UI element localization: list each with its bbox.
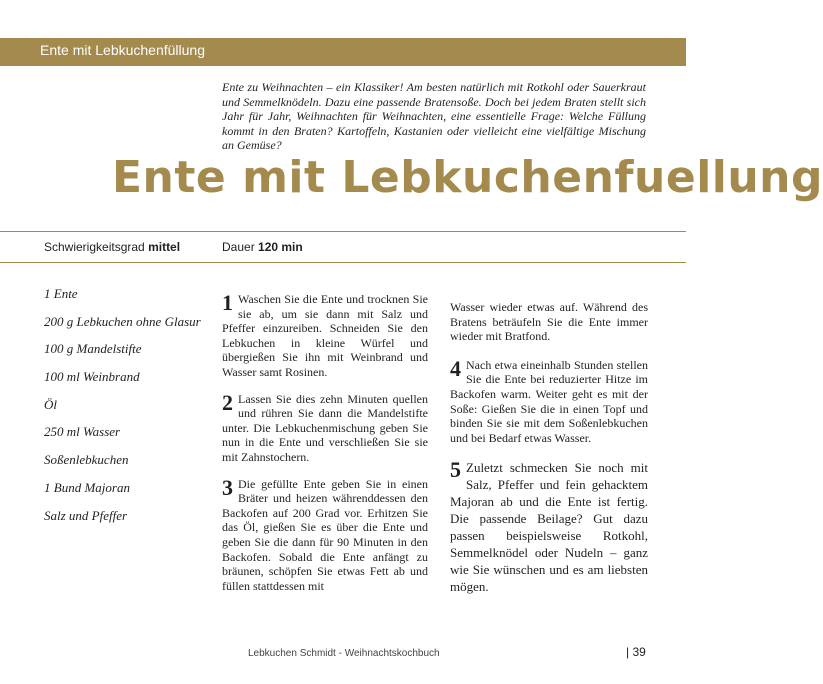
ingredient-list bbox=[44, 284, 201, 533]
header-bar bbox=[0, 38, 686, 66]
step-1 bbox=[222, 292, 428, 380]
step-text: Die gefüllte Ente geben Sie in einen Bräter und heizen währenddessen den Backofen auf 200 Grad vor. Erhitzen Sie das Öl, gießen Sie es über die Ente und geben Sie die dann für 90 Minuten in den Backofen. Sobald die Ente anfängt zu bräunen, schöpfen Sie etwas Fett ab und füllen stattdessen mit bbox=[222, 476, 428, 593]
step-text: Zuletzt schmecken Sie noch mit Salz, Pfeffer und fein gehacktem Majoran ab und die Ente ist fertig. Die passende Beilage? Gut dazu passen beispielsweise Rotkohl, Semmelknödel oder Nudeln – ganz wie Sie wünschen und es am liebsten mögen. bbox=[450, 460, 648, 595]
ingredient-item: 100 ml Weinbrand bbox=[44, 369, 140, 385]
step-number: 1 bbox=[222, 290, 233, 315]
step-text: Waschen Sie die Ente und trocknen Sie sie ab, um sie dann mit Salz und Pfeffer einzureiben. Schneiden Sie den Lebkuchen in kleine Würfel und übergießen Sie ihn mit Weinbrand und Wasser samt Rosinen. bbox=[222, 292, 428, 379]
step-4 bbox=[450, 355, 648, 446]
step-3-continued bbox=[450, 300, 648, 344]
ingredient-item: 200 g Lebkuchen ohne Glasur bbox=[44, 313, 201, 329]
duration-label: Dauer bbox=[222, 240, 255, 254]
step-5 bbox=[450, 459, 648, 595]
step-number: 2 bbox=[222, 389, 233, 415]
duration-value: 120 min bbox=[258, 240, 303, 254]
difficulty-label: Schwierigkeitsgrad bbox=[44, 240, 145, 254]
ingredient-item: 100 g Mandelstifte bbox=[44, 341, 142, 357]
step-2 bbox=[222, 389, 428, 465]
step-text: Nach etwa eineinhalb Stunden stellen Sie die Ente bei reduzierter Hitze im Backofen warm. Weiter geht es mit der Soße: Gießen Sie die in einen Topf und binden Sie sie mit dem Soßenlebkuchen und bei Bedarf etwas Wasser. bbox=[450, 357, 648, 445]
step-number: 3 bbox=[222, 474, 233, 500]
page-title: Ente mit Lebkuchenfuellung bbox=[112, 152, 823, 203]
ingredient-item: 1 Ente bbox=[44, 286, 78, 301]
step-text: Wasser wieder etwas auf. Während des Bratens beträufeln Sie die Ente immer wieder mit Bratfond. bbox=[450, 300, 648, 344]
bottom-rule bbox=[0, 262, 686, 263]
step-number: 5 bbox=[450, 457, 461, 483]
footer-text: Lebkuchen Schmidt - Weihnachtskochbuch bbox=[248, 648, 440, 659]
ingredient-item: Salz und Pfeffer bbox=[44, 507, 128, 523]
ingredient-item: Öl bbox=[44, 396, 57, 412]
steps-column-left bbox=[222, 292, 428, 605]
steps-column-right bbox=[450, 300, 648, 607]
difficulty-value: mittel bbox=[148, 240, 181, 254]
header-title: Ente mit Lebkuchenfüllung bbox=[40, 42, 205, 58]
page-number: | 39 bbox=[626, 645, 646, 659]
step-text: Lassen Sie dies zehn Minuten quellen und rühren Sie dann die Mandelstifte unter. Die Lebkuchenmischung geben Sie nun in die Ente und verschließen Sie sie mit Zahnstochern. bbox=[222, 391, 428, 464]
intro-text: Ente zu Weihnachten – ein Klassiker! Am besten natürlich mit Rotkohl oder Sauerkraut und Semmelknödeln. Dazu eine passende Bratensoße. Doch bei jedem Braten stellt sich Jahr für Jahr, Weihnachten für Weihnachten, eine essentielle Frage: Welche Füllung kommt in den Braten? Kartoffeln, Kastanien oder vielleicht eine vielfältige Mischung an Gemüse? bbox=[222, 80, 646, 152]
difficulty bbox=[44, 240, 180, 254]
ingredient-item: 250 ml Wasser bbox=[44, 424, 121, 440]
step-3 bbox=[222, 474, 428, 594]
step-number: 4 bbox=[450, 355, 461, 381]
top-rule bbox=[0, 231, 686, 232]
ingredient-item: 1 Bund Majoran bbox=[44, 479, 130, 495]
ingredient-item: Soßenlebkuchen bbox=[44, 452, 129, 468]
duration bbox=[222, 240, 303, 254]
